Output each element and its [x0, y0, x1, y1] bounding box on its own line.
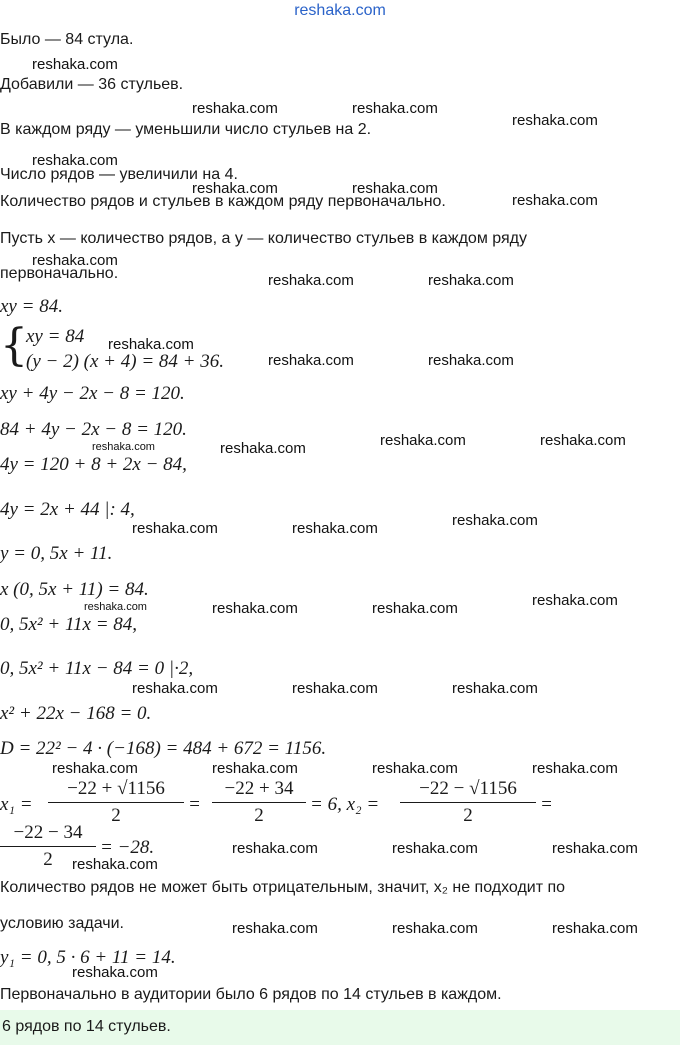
watermark: reshaka.com [192, 100, 278, 117]
watermark: reshaka.com [268, 272, 354, 289]
watermark: reshaka.com [32, 56, 118, 73]
system-eq-1: xy = 84 [26, 326, 85, 347]
fraction-2-numerator: −22 + 34 [224, 778, 294, 799]
eq-y: y = 0, 5x + 11. [0, 543, 113, 564]
watermark: reshaka.com [132, 680, 218, 697]
watermark: reshaka.com [212, 600, 298, 617]
eq-xy: xy = 84. [0, 296, 63, 317]
watermark: reshaka.com [292, 520, 378, 537]
watermark: reshaka.com [532, 592, 618, 609]
line-increased: Число рядов — увеличили на 4. [0, 166, 238, 183]
fraction-1 [48, 778, 184, 827]
line-initially: первоначально. [0, 265, 119, 282]
eq-discriminant: D = 22² − 4 · (−168) = 484 + 672 = 1156. [0, 738, 327, 759]
eq-4y: 4y = 120 + 8 + 2x − 84, [0, 454, 187, 475]
watermark: reshaka.com [84, 601, 147, 613]
line-negative-note: Количество рядов не может быть отрицательным, значит, x₂ не подходит по [0, 879, 566, 896]
watermark: reshaka.com [452, 512, 538, 529]
eq-4y-simplified: 4y = 2x + 44 |: 4, [0, 499, 135, 520]
eq-quadratic-1: 0, 5x² + 11x = 84, [0, 614, 138, 635]
line-conclusion: Первоначально в аудитории было 6 рядов по 14 стульев в каждом. [0, 986, 502, 1003]
watermark: reshaka.com [92, 441, 155, 453]
system-eq-2: (y − 2) (x + 4) = 84 + 36. [26, 351, 224, 372]
watermark: reshaka.com [72, 964, 158, 981]
watermark: reshaka.com [192, 180, 278, 197]
fraction-4-denominator: 2 [43, 849, 53, 870]
watermark: reshaka.com [392, 840, 478, 857]
line-added: Добавили — 36 стульев. [0, 76, 184, 93]
eq-substituted: 84 + 4y − 2x − 8 = 120. [0, 419, 187, 440]
watermark: reshaka.com [132, 520, 218, 537]
watermark: reshaka.com [540, 432, 626, 449]
watermark: reshaka.com [352, 180, 438, 197]
watermark: reshaka.com [32, 152, 118, 169]
fraction-3-numerator: −22 − √1156 [419, 778, 517, 799]
watermark: reshaka.com [372, 760, 458, 777]
watermark: reshaka.com [232, 840, 318, 857]
watermark: reshaka.com [428, 272, 514, 289]
watermark: reshaka.com [552, 920, 638, 937]
line-decreased: В каждом ряду — уменьшили число стульев на 2. [0, 121, 372, 138]
line-let: Пусть x — количество рядов, а y — количество стульев в каждом ряду [0, 230, 527, 247]
system-brace: { [0, 320, 28, 371]
watermark: reshaka.com [512, 192, 598, 209]
watermark: reshaka.com [552, 840, 638, 857]
fraction-4-numerator: −22 − 34 [13, 822, 83, 843]
equals-1: = [188, 794, 201, 815]
watermark: reshaka.com [232, 920, 318, 937]
fraction-1-numerator: −22 + √1156 [67, 778, 165, 799]
watermark: reshaka.com [292, 680, 378, 697]
watermark: reshaka.com [428, 352, 514, 369]
watermark: reshaka.com [532, 760, 618, 777]
answer-text: 6 рядов по 14 стульев. [2, 1018, 171, 1035]
watermark: reshaka.com [212, 760, 298, 777]
line-question: Количество рядов и стульев в каждом ряду первоначально. [0, 193, 446, 210]
fraction-2-denominator: 2 [254, 805, 264, 826]
fraction-1-denominator: 2 [111, 805, 121, 826]
watermark: reshaka.com [268, 352, 354, 369]
answer-box [0, 1010, 680, 1045]
equals-2: = [540, 794, 553, 815]
watermark: reshaka.com [352, 100, 438, 117]
watermark: reshaka.com [72, 856, 158, 873]
line-condition: условию задачи. [0, 915, 124, 932]
site-header-link[interactable]: reshaka.com [294, 2, 386, 19]
eq-y1: y₁ = 0, 5 · 6 + 11 = 14. [0, 947, 176, 968]
eq-expanded: xy + 4y − 2x − 8 = 120. [0, 383, 185, 404]
line-was: Было — 84 стула. [0, 31, 134, 48]
root-x2-result: = −28. [100, 837, 155, 858]
watermark: reshaka.com [108, 336, 194, 353]
fraction-3-denominator: 2 [463, 805, 473, 826]
watermark: reshaka.com [392, 920, 478, 937]
watermark: reshaka.com [32, 252, 118, 269]
fraction-3 [400, 778, 536, 827]
watermark: reshaka.com [52, 760, 138, 777]
watermark: reshaka.com [512, 112, 598, 129]
eq-quadratic-2: 0, 5x² + 11x − 84 = 0 |·2, [0, 658, 194, 679]
fraction-2 [212, 778, 306, 827]
watermark: reshaka.com [372, 600, 458, 617]
root-x1-result: = 6, x₂ = [310, 794, 380, 815]
watermark: reshaka.com [220, 440, 306, 457]
root-x1-label: x₁ = [0, 794, 33, 815]
eq-quadratic-3: x² + 22x − 168 = 0. [0, 703, 152, 724]
eq-substitute-y: x (0, 5x + 11) = 84. [0, 579, 149, 600]
watermark: reshaka.com [380, 432, 466, 449]
watermark: reshaka.com [452, 680, 538, 697]
